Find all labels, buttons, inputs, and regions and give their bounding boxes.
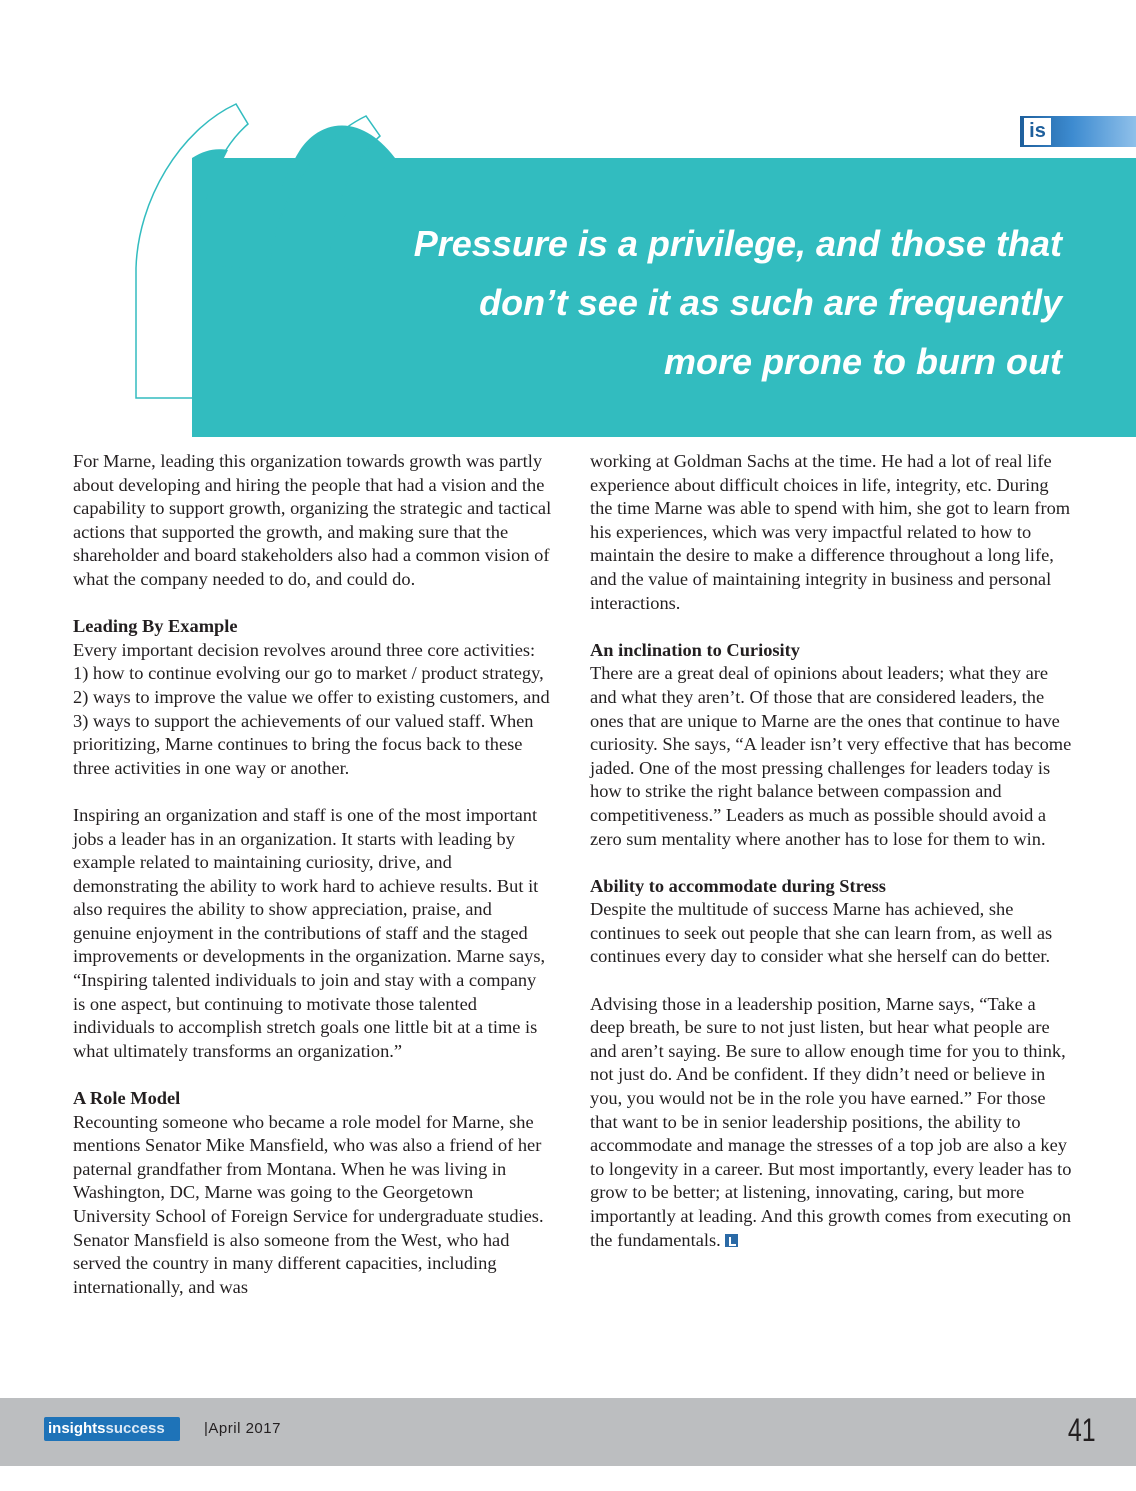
issue-date: |April 2017 — [204, 1420, 281, 1437]
page-number: 41 — [1068, 1412, 1096, 1448]
article-column-right — [590, 450, 1072, 1252]
pull-quote-line: more prone to burn out — [664, 341, 1062, 382]
section-heading: Leading By Example — [73, 616, 238, 637]
paragraph: Every important decision revolves around three core activities: 1) how to continue evolving our go to market / product strategy, 2) ways to improve the value we offer to existing customers, and 3) ways to support the achievements of our valued staff. When prioritizing, Marne continues to bring the focus back to these three activities in one way or another. — [73, 639, 550, 778]
article-end-icon — [725, 1234, 738, 1247]
paragraph-final — [590, 993, 1072, 1253]
brand-logo — [44, 1417, 180, 1441]
page-footer — [0, 1398, 1136, 1466]
paragraph: There are a great deal of opinions about leaders; what they are and what they aren’t. Of those that are considered leaders, the ones that are unique to Marne are the ones that continue to have curiosity. She says, “A leader isn’t very effective that has become jaded. One of the most pressing challenges for leaders today is how to strike the right balance between compassion and competitiveness.” Leaders as much as possible should avoid a zero sum mentality where another has to lose for them to win. — [590, 663, 1072, 849]
paragraph: Recounting someone who became a role model for Marne, she mentions Senator Mike Mansfield, who was also a friend of her paternal grandfather from Montana. When he was living in Washington, DC, Marne was going to the Georgetown University School of Foreign Service for undergraduate studies. Senator Mansfield is also someone from the West, who had served the country in many different capacities, including internationally, and was — [73, 1111, 544, 1297]
paragraph: working at Goldman Sachs at the time. He had a lot of real life experience about difficult choices in life, integrity, etc. During the time Marne was able to spend with him, she got to learn from his experiences, which was very impactful related to how to maintain the desire to make a difference throughout a long life, and the value of maintaining integrity in business and personal interactions. — [590, 451, 1071, 613]
paragraph: For Marne, leading this organization towards growth was partly about developing and hiring the people that had a vision and the capability to support growth, organizing the strategic and tactical actions that supported the growth, and making sure that the shareholder and board stakeholders also had a common vision of what the company needed to do, and could do. — [73, 451, 552, 589]
pull-quote-line: Pressure is a privilege, and those that — [413, 223, 1062, 264]
section-heading: Ability to accommodate during Stress — [590, 875, 886, 896]
paragraph: Inspiring an organization and staff is one of the most important jobs a leader has in an organization. It starts with leading by example related to maintaining curiosity, drive, and demonstrating the ability to work hard to achieve results. But it also requires the ability to show appreciation, praise, and genuine enjoyment in the contributions of staff and the staged improvements or developments in the organization. Marne says, “Inspiring talented individuals to join and stay with a company is one aspect, but continuing to motivate those talented individuals to accomplish stretch goals one little bit at a time is what ultimately transforms an organization.” — [73, 804, 546, 1061]
paragraph-text: Advising those in a leadership position, Marne says, “Take a deep breath, be sure to not just listen, but hear what people are and aren’t saying. Be sure to allow enough time for you to think, not just do. And be confident. If they didn’t need or believe in you, you would not be in the role you have earned.” For those that want to be in senior leadership positions, the ability to accommodate and manage the stresses of a top job are also a key to longevity in a career. But most importantly, every leader has to grow to be better; at listening, innovating, caring, but more importantly at leading. And this growth comes from executing on the fundamentals. — [590, 993, 1072, 1250]
pull-quote — [370, 214, 1062, 391]
section-heading: An inclination to Curiosity — [590, 639, 800, 660]
article-column-left — [73, 450, 553, 1299]
brand-logo-part2: success — [105, 1420, 165, 1437]
brand-mark-icon: is — [1024, 118, 1051, 145]
brand-logo-part1: insights — [48, 1420, 106, 1437]
pull-quote-line: don’t see it as such are frequently — [479, 282, 1062, 323]
section-heading: A Role Model — [73, 1088, 181, 1109]
paragraph: Despite the multitude of success Marne has achieved, she continues to seek out people that she can learn from, as well as continues every day to consider what she herself can do better. — [590, 899, 1053, 967]
